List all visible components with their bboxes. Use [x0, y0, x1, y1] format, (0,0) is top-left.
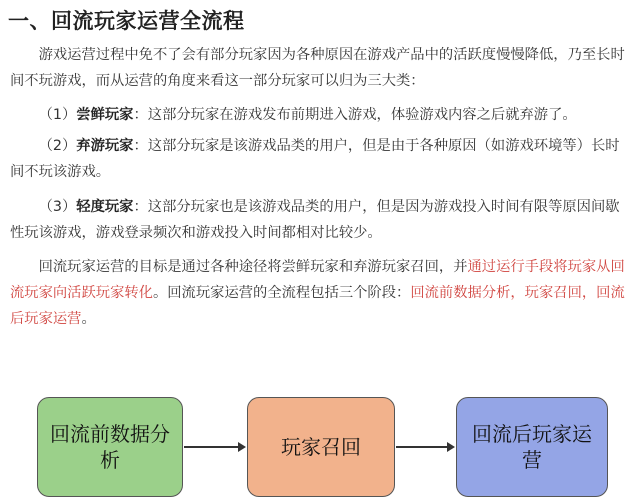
flow-step-player-recall: 玩家召回	[247, 397, 395, 497]
player-type-name: 轻度玩家	[76, 199, 134, 215]
goal-highlight-1: 通过运行手段将玩家从回流玩家向活跃玩家转化	[10, 259, 625, 301]
flow-arrow	[184, 441, 246, 453]
goal-paragraph	[10, 254, 626, 332]
goal-text-3: 。	[81, 311, 96, 327]
player-type-name: 弃游玩家	[76, 138, 134, 154]
player-type-name: 尝鲜玩家	[76, 107, 134, 123]
arrow-line	[396, 446, 448, 448]
player-type-3	[10, 194, 626, 246]
flow-diagram	[0, 390, 637, 500]
player-type-1	[10, 102, 626, 128]
goal-text-1: 回流玩家运营的目标是通过各种途径将尝鲜玩家和弃游玩家召回，并	[38, 259, 468, 275]
player-type-desc: ：这部分玩家也是该游戏品类的用户，但是因为游戏投入时间有限等原因间歇性玩该游戏，游戏登录频次和游戏投入时间都相对比较少。	[10, 199, 620, 241]
player-type-number: （3）	[38, 199, 77, 215]
player-type-number: （1）	[38, 107, 77, 123]
player-type-desc: ：这部分玩家是该游戏品类的用户，但是由于各种原因（如游戏环境等）长时间不玩该游戏。	[10, 138, 620, 180]
arrow-head-icon	[447, 442, 455, 452]
goal-text-2: 。回流玩家运营的全流程包括三个阶段：	[152, 285, 411, 301]
player-type-desc: ：这部分玩家在游戏发布前期进入游戏，体验游戏内容之后就弃游了。	[133, 107, 577, 123]
flow-step-post-return-operation: 回流后玩家运营	[456, 397, 608, 497]
player-type-number: （2）	[38, 138, 77, 154]
goal-highlight-2: 回流前数据分析，玩家召回，回流后玩家运营	[10, 285, 625, 327]
player-type-2	[10, 133, 626, 185]
arrow-head-icon	[238, 442, 246, 452]
flow-arrow	[396, 441, 455, 453]
intro-paragraph: 游戏运营过程中免不了会有部分玩家因为各种原因在游戏产品中的活跃度慢慢降低，乃至长时间不玩游戏，而从运营的角度来看这一部分玩家可以归为三大类：	[10, 47, 625, 89]
section-heading: 一、回流玩家运营全流程	[8, 9, 245, 33]
flow-step-data-analysis: 回流前数据分析	[37, 397, 183, 497]
arrow-line	[184, 446, 239, 448]
